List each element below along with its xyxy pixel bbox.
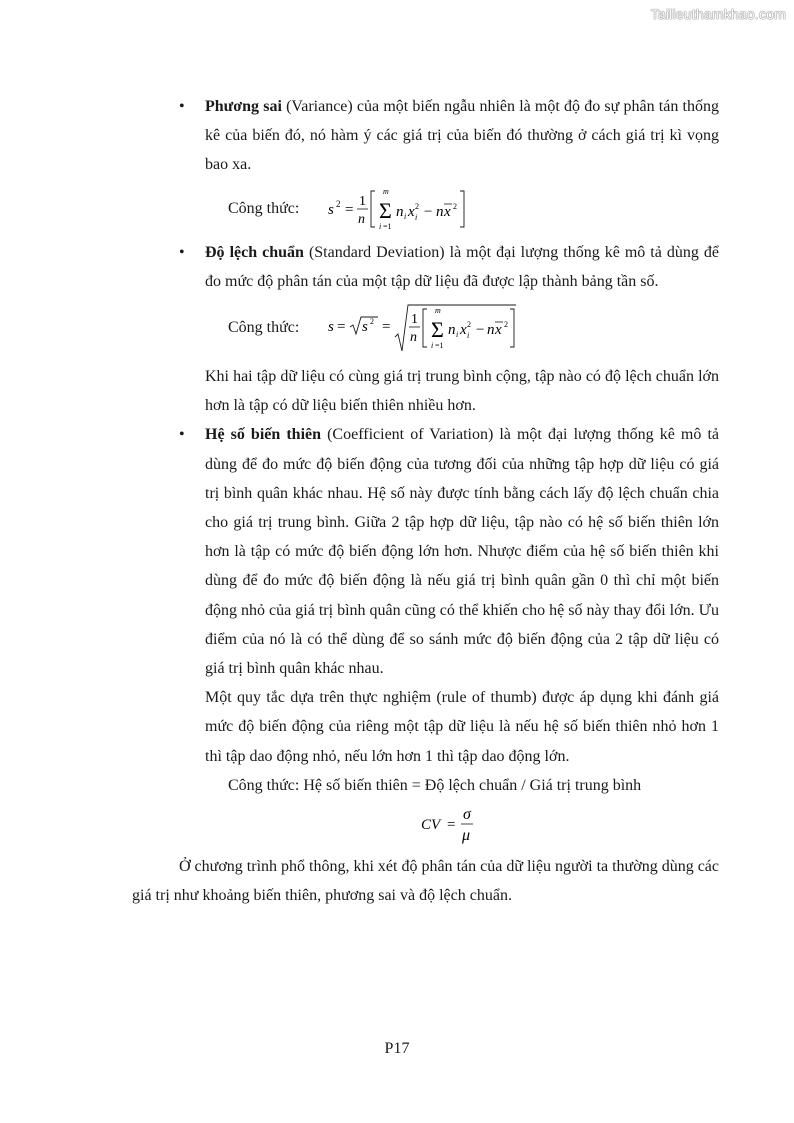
std-dev-formula [328, 301, 528, 355]
std-dev-text: (Standard Deviation) là một đại lượng thống kê mô tả dùng để đo mức độ phân tán của một tập dữ liệu đã được lập thành bảng tần số. [205, 243, 719, 290]
cv-formula-row [132, 800, 719, 850]
std-dev-note: Khi hai tập dữ liệu có cùng giá trị trung bình cộng, tập nào có độ lệch chuẩn lớn hơn là tập có dữ liệu biến thiên nhiều hơn. [205, 368, 719, 415]
svg-text:σ: σ [462, 806, 471, 824]
svg-text:m: m [383, 186, 389, 196]
svg-text:2: 2 [504, 320, 508, 330]
svg-text:=1: =1 [435, 341, 444, 351]
bullet-variance [132, 92, 719, 180]
svg-text:x: x [460, 322, 467, 339]
svg-text:n: n [358, 211, 365, 227]
svg-text:n: n [410, 330, 417, 346]
svg-text:i: i [379, 221, 382, 231]
svg-text:2: 2 [467, 320, 471, 330]
cv-formula-line: Công thức: Hệ số biến thiên = Độ lệch chuẩn / Giá trị trung bình [228, 776, 642, 794]
svg-text:i: i [467, 331, 470, 341]
document-body [132, 92, 719, 910]
svg-text:s: s [328, 201, 334, 218]
bullet-dot: • [179, 243, 185, 261]
svg-text:n: n [487, 322, 495, 339]
svg-text:=: = [446, 817, 455, 834]
svg-text:Σ: Σ [431, 317, 444, 343]
watermark-text: Tailieuthamkhao.com [650, 6, 786, 22]
bullet-cv [132, 420, 719, 683]
svg-text:i: i [456, 330, 459, 340]
svg-text:2: 2 [453, 201, 457, 211]
svg-text:CV: CV [420, 817, 440, 834]
variance-text: (Variance) của một biến ngẫu nhiên là một độ đo sự phân tán thống kê của biến đó, nó hàm ý các giá trị của biến đó thường ở cách giá trị kì vọng bao xa. [205, 98, 719, 174]
svg-text:2: 2 [370, 317, 374, 327]
svg-text:n: n [448, 322, 456, 339]
svg-text:i: i [404, 211, 407, 221]
cv-formula [421, 800, 491, 848]
svg-text:s: s [362, 319, 368, 336]
svg-text:=1: =1 [383, 221, 392, 231]
svg-text:=: = [382, 319, 391, 336]
svg-text:=: = [345, 201, 354, 218]
svg-text:2: 2 [336, 198, 341, 209]
variance-formula [328, 185, 488, 233]
svg-text:n: n [436, 203, 444, 220]
svg-text:−: − [476, 322, 485, 339]
term-std-dev: Độ lệch chuẩn [205, 243, 304, 261]
svg-text:1: 1 [411, 312, 418, 328]
svg-text:x: x [444, 203, 451, 220]
svg-text:μ: μ [461, 827, 470, 845]
svg-text:n: n [396, 203, 404, 220]
bullet-dot: • [179, 426, 185, 444]
bullet-dot: • [179, 98, 185, 115]
std-dev-formula-label: Công thức: [228, 319, 300, 337]
svg-text:Σ: Σ [379, 197, 392, 223]
variance-formula-label: Công thức: [228, 200, 300, 217]
page-number: P17 [384, 1040, 410, 1057]
svg-text:x: x [408, 203, 415, 220]
cv-rule: Một quy tắc dựa trên thực nghiệm (rule of thumb) được áp dụng khi đánh giá mức độ biến động của riêng một tập dữ liệu là nếu hệ số biến thiên nhỏ hơn 1 thì tập dao động nhỏ, nếu lớn hơn 1 thì tập dao động lớn. [205, 689, 719, 765]
cv-text: (Coefficient of Variation) là một đại lượng thống kê mô tả dùng để đo mức độ biến động của tương đối của những tập hợp dữ liệu có giá trị bình quân khác nhau. Hệ số này được tính bằng cách lấy độ lệch chuẩn chia cho giá trị trung bình. Giữa 2 tập hợp dữ liệu, tập nào có hệ số biến thiên lớn hơn là tập có mức độ biến động lớn hơn. Nhược điểm của hệ số biến thiên khi dùng để đo mức độ biến động là nếu giá trị bình quân gần 0 thì chỉ một biến động nhỏ của giá trị bình quân cũng có thể khiến cho hệ số này thay đổi lớn. Ưu điểm của nó là có thể dùng để so sánh mức độ biến động của 2 tập dữ liệu có giá trị bình quân khác nhau. [205, 426, 720, 678]
svg-text:1: 1 [359, 193, 366, 209]
svg-text:x: x [495, 322, 502, 339]
svg-text:−: − [424, 203, 433, 220]
variance-formula-row [132, 184, 719, 234]
svg-text:m: m [435, 306, 441, 316]
svg-text:i: i [431, 341, 434, 351]
term-cv: Hệ số biến thiên [205, 426, 322, 444]
svg-text:2: 2 [415, 201, 419, 211]
bullet-std-dev [132, 238, 719, 296]
closing-paragraph: Ở chương trình phổ thông, khi xét độ phân tán của dữ liệu người ta thường dùng các giá trị như khoảng biến thiên, phương sai và độ lệch chuẩn. [132, 858, 719, 905]
term-variance: Phương sai [205, 98, 282, 115]
std-dev-formula-row [132, 300, 719, 356]
svg-text:i: i [415, 212, 418, 222]
svg-text:=: = [337, 319, 346, 336]
svg-text:s: s [328, 319, 334, 336]
